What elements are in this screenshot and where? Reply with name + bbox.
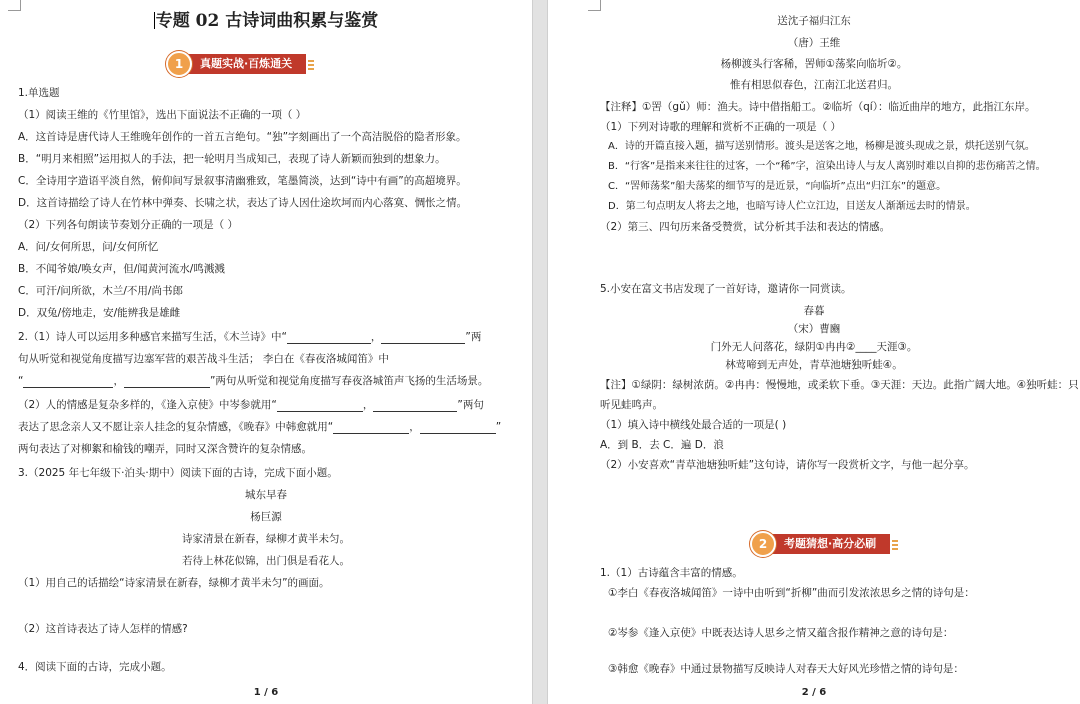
text: ”两句 xyxy=(457,399,484,411)
answer-blank[interactable] xyxy=(124,376,210,388)
fill-blank-line xyxy=(18,330,481,344)
question-heading: 1.单选题 xyxy=(18,87,60,99)
banner-label: 真题实战·百炼通关 xyxy=(184,54,306,74)
text-cursor xyxy=(154,12,155,29)
question-line: （1）下列对诗歌的理解和赏析不正确的一项是（ ） xyxy=(600,121,842,133)
poem-title: 城东早春 xyxy=(245,489,287,501)
option-line: C．可汗/问所欲，木兰/不用/尚书郎 xyxy=(18,285,183,297)
option-line: A．到 B．去 C．遍 D．浪 xyxy=(600,439,724,451)
page-title: 专题 02 古诗词曲积累与鉴赏 xyxy=(155,11,379,31)
text: 2.（1）诗人可以运用多种感官来描写生活，《木兰诗》中“ xyxy=(18,331,287,343)
answer-blank[interactable] xyxy=(277,400,363,412)
text: ”两 xyxy=(465,331,482,343)
page-number: 2 / 6 xyxy=(801,687,827,698)
question-line: ③韩愈《晚春》中通过景物描写反映诗人对春天大好风光珍惜之情的诗句是： xyxy=(608,663,964,675)
poem-author: （唐）王维 xyxy=(787,37,841,49)
text: ”两句从听觉和视觉角度描写春夜洛城笛声飞扬的生活场景。 xyxy=(209,375,489,387)
question-line: （1）用自己的话描绘“诗家清景在新春，绿柳才黄半未匀”的画面。 xyxy=(18,577,330,589)
text: ” xyxy=(495,421,502,433)
fill-blank-line xyxy=(18,374,488,388)
poem-author: （宋）曹豳 xyxy=(787,323,841,335)
question-line: （1）填入诗中横线处最合适的一项是( ) xyxy=(600,419,787,431)
answer-blank[interactable] xyxy=(287,332,371,344)
text-line: 两句表达了对柳絮和榆钱的嘲弄，同时又深含赞许的复杂情感。 xyxy=(18,443,312,455)
section-banner-1 xyxy=(166,52,306,76)
page-number: 1 / 6 xyxy=(253,687,279,698)
page-gap xyxy=(532,0,548,704)
question-line: 4．阅读下面的古诗，完成小题。 xyxy=(18,661,172,673)
poem-line: 门外无人问落花，绿阴①冉冉②____天涯③。 xyxy=(710,341,918,353)
document-page-1 xyxy=(0,0,532,704)
text: 表达了思念亲人又不愿让亲人挂念的复杂情感，《晚春》中韩愈就用“ xyxy=(18,421,334,433)
answer-blank[interactable] xyxy=(333,422,409,434)
poem-line: 诗家清景在新春，绿柳才黄半未匀。 xyxy=(182,533,350,545)
answer-blank[interactable] xyxy=(420,422,496,434)
fill-blank-line xyxy=(18,398,484,412)
question-line: 3.（2025 年七年级下·泊头·期中）阅读下面的古诗，完成下面小题。 xyxy=(18,467,338,479)
annotation: 【注释】①罟（gǔ）师：渔夫。诗中借指船工。②临圻（qí）：临近曲岸的地方，此指江东岸。 xyxy=(600,101,1036,113)
question-line: （2）这首诗表达了诗人怎样的情感? xyxy=(18,623,188,635)
crop-mark xyxy=(588,0,601,11)
annotation: 听见蛙鸣声。 xyxy=(600,399,663,411)
option-line: C．全诗用字造语平淡自然，俯仰间写景叙事清幽雅致，笔墨简淡，达到“诗中有画”的高超境界。 xyxy=(18,175,467,187)
poem-line: 林莺啼到无声处，青草池塘独听蛙④。 xyxy=(725,359,903,371)
fill-blank-line xyxy=(18,420,501,434)
answer-blank[interactable] xyxy=(373,400,457,412)
question-line: （2）第三、四句历来备受赞赏，试分析其手法和表达的情感。 xyxy=(600,221,891,233)
text: ， xyxy=(113,375,124,387)
question-line: ①李白《春夜洛城闻笛》一诗中由听到“折柳”曲而引发浓浓思乡之情的诗句是： xyxy=(608,587,975,599)
option-line: A．这首诗是唐代诗人王维晚年创作的一首五言绝句。“独”字刻画出了一个高洁脱俗的隐者形象。 xyxy=(18,131,467,143)
option-line: A．问/女何所思，问/女何所忆 xyxy=(18,241,159,253)
section-banner-2 xyxy=(750,532,890,556)
answer-blank[interactable] xyxy=(381,332,465,344)
annotation: 【注】①绿阴：绿树浓荫。②冉冉：慢慢地，或柔软下垂。③天涯：天边。此指广阔大地。④独听蛙：只 xyxy=(600,379,1079,391)
option-line: D．第二句点明友人将去之地，也暗写诗人伫立江边，目送友人渐渐远去时的情景。 xyxy=(608,201,976,212)
question-line: （2）下列各句朗读节奏划分正确的一项是（ ） xyxy=(18,219,239,231)
option-line: D．这首诗描绘了诗人在竹林中弹奏、长啸之状，表达了诗人因仕途坎坷而内心落寞、惆怅之情。 xyxy=(18,197,468,209)
question-line: （1）阅读王维的《竹里馆》，选出下面说法不正确的一项（ ） xyxy=(18,109,307,121)
crop-mark xyxy=(8,0,21,11)
banner-number: 2 xyxy=(750,531,776,557)
text: ， xyxy=(370,331,382,343)
option-line: C．“罟师荡桨”船夫荡桨的细节写的是近景，“向临圻”点出“归江东”的题意。 xyxy=(608,181,947,192)
text: ， xyxy=(362,399,374,411)
document-page-2 xyxy=(548,0,1080,704)
option-line: B．“行客”是指来来往往的过客，一个“稀”字，渲染出诗人与友人离别时难以自抑的悲伤痛苦之情。 xyxy=(608,161,1046,172)
text-line: 句从听觉和视觉角度描写边塞军营的艰苦战斗生活； 李白在《春夜洛城闻笛》中 xyxy=(18,353,389,365)
question-line: （2）小安喜欢“青草池塘独听蛙”这句诗，请你写一段赏析文字，与他一起分享。 xyxy=(600,459,975,471)
option-line: B．不闻爷娘/唤女声，但/闻黄河流水/鸣溅溅 xyxy=(18,263,225,275)
answer-blank[interactable] xyxy=(23,376,113,388)
banner-label: 考题猜想·高分必刷 xyxy=(768,534,890,554)
banner-number: 1 xyxy=(166,51,192,77)
poem-line: 杨柳渡头行客稀，罟师①荡桨向临圻②。 xyxy=(720,58,908,70)
poem-line: 若待上林花似锦，出门俱是看花人。 xyxy=(182,555,350,567)
option-line: B．“明月来相照”运用拟人的手法，把一轮明月当成知己，表现了诗人新颖而独到的想象力。 xyxy=(18,153,446,165)
poem-line: 惟有相思似春色，江南江北送君归。 xyxy=(730,79,898,91)
text: “ xyxy=(18,375,24,387)
option-line: D．双兔/傍地走，安/能辨我是雄雌 xyxy=(18,307,181,319)
text: ， xyxy=(409,421,420,433)
question-line: 5.小安在富文书店发现了一首好诗，邀请你一同赏读。 xyxy=(600,283,852,295)
question-line: 1.（1）古诗蕴含丰富的情感。 xyxy=(600,567,743,579)
option-line: A．诗的开篇直接入题，描写送别情形。渡头是送客之地，杨柳是渡头现成之景，烘托送别气氛。 xyxy=(608,141,1035,152)
question-line: ②岑参《逢入京使》中既表达诗人思乡之情又蕴含报作精神之意的诗句是： xyxy=(608,627,954,639)
poem-author: 杨巨源 xyxy=(250,511,282,523)
text: （2）人的情感是复杂多样的，《逢入京使》中岑参就用“ xyxy=(18,399,277,411)
poem-title: 送沈子福归江东 xyxy=(777,15,851,27)
poem-title: 春暮 xyxy=(803,305,825,317)
